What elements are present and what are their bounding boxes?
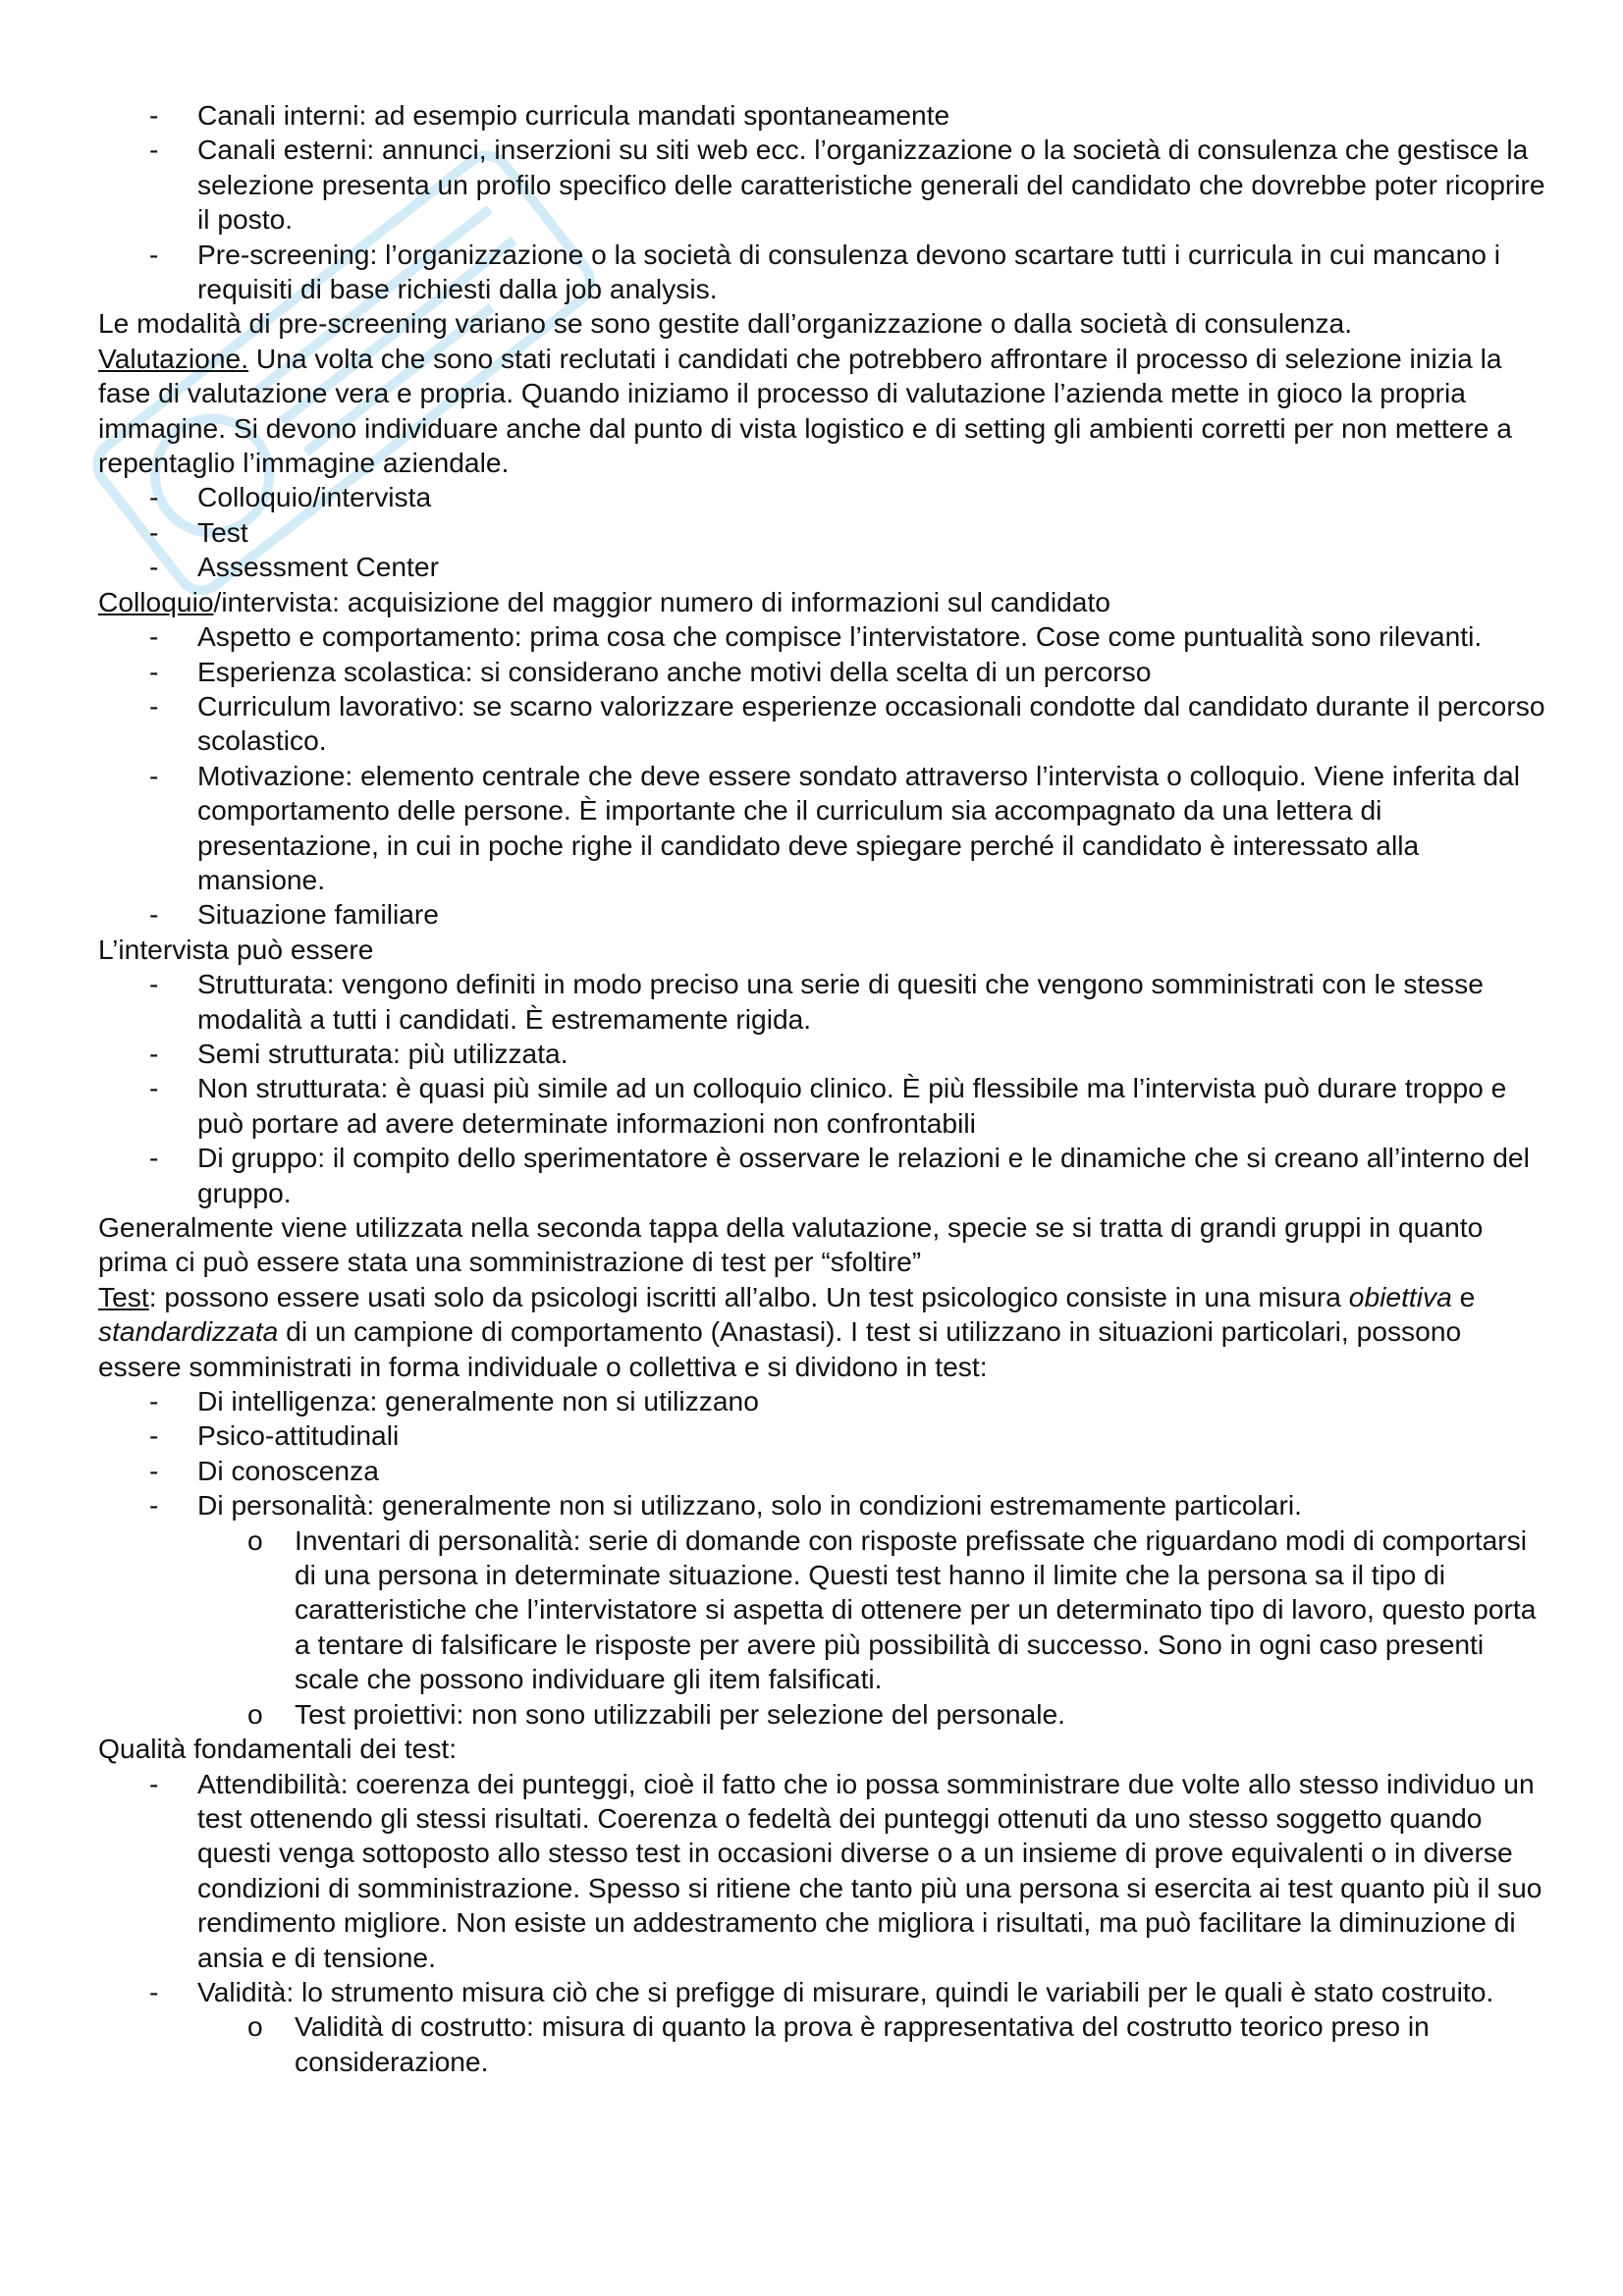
- dash-bullet-icon: -: [149, 1037, 159, 1069]
- list-item-text: Non strutturata: è quasi più simile ad un colloquio clinico. È più flessibile ma l’intervista può durare troppo e può portare ad avere determinate informazioni non confrontabili: [197, 1072, 1507, 1139]
- document-page: [98, 98, 1551, 2079]
- circle-bullet-icon: o: [247, 1697, 263, 1730]
- recruiting-channels-list: [98, 98, 1551, 306]
- list-item-text: Canali esterni: annunci, inserzioni su siti web ecc. l’organizzazione o la società di consulenza che gestisce la selezione presenta un profilo specifico delle caratteristiche generali del candidato che dovrebbe poter ricoprire il posto.: [197, 133, 1545, 236]
- dash-bullet-icon: -: [149, 481, 159, 513]
- list-item: [98, 1975, 1551, 2009]
- circle-bullet-icon: o: [247, 1523, 263, 1556]
- list-item: [98, 1488, 1551, 1522]
- list-item-text: Test proiettivi: non sono utilizzabili per selezione del personale.: [295, 1697, 1065, 1730]
- list-item: [98, 98, 1551, 133]
- test-text-2: e: [1451, 1280, 1476, 1312]
- qualita-list: [98, 1767, 1551, 2010]
- dash-bullet-icon: -: [149, 759, 159, 791]
- dash-bullet-icon: -: [149, 99, 159, 131]
- dash-bullet-icon: -: [149, 515, 159, 548]
- list-item: [98, 238, 1551, 307]
- list-item: [98, 689, 1551, 759]
- prescreening-note: Le modalità di pre-screening variano se sono gestite dall’organizzazione o dalla società di consulenza.: [98, 307, 1353, 340]
- list-item: [98, 1037, 1551, 1071]
- list-item-text: Canali interni: ad esempio curricula mandati spontaneamente: [197, 99, 950, 131]
- list-item: [98, 759, 1551, 898]
- colloquio-heading: Colloquio: [98, 585, 214, 617]
- list-item: [98, 1697, 1551, 1732]
- dash-bullet-icon: -: [149, 238, 159, 270]
- test-text-1: : possono essere usati solo da psicologi iscritti all’albo. Un test psicologico consiste in una misura: [148, 1280, 1349, 1312]
- list-item: [98, 655, 1551, 689]
- valutazione-heading: Valutazione.: [98, 342, 249, 374]
- dash-bullet-icon: -: [149, 1419, 159, 1452]
- list-item-text: Strutturata: vengono definiti in modo preciso una serie di quesiti che vengono somministrati con le stesse modalità a tutti i candidati. È estremamente rigida.: [197, 968, 1484, 1035]
- list-item-text: Esperienza scolastica: si considerano anche motivi della scelta di un percorso: [197, 655, 1152, 687]
- list-item: [98, 480, 1551, 514]
- colloquio-items-list: [98, 619, 1551, 933]
- test-em-standardizzata: standardizzata: [98, 1315, 279, 1348]
- dash-bullet-icon: -: [149, 1385, 159, 1417]
- test-paragraph: [98, 1280, 1551, 1384]
- valutazione-text: Una volta che sono stati reclutati i candidati che potrebbero affrontare il processo di selezione inizia la fase di valutazione vera e propria. Quando iniziamo il processo di valutazione l’azienda mette in gioco la propria immagine. Si devono individuare anche dal punto di vista logistico e di setting gli ambienti corretti per non mettere a repentaglio l’immagine aziendale.: [98, 342, 1512, 479]
- dash-bullet-icon: -: [149, 1072, 159, 1104]
- dash-bullet-icon: -: [149, 620, 159, 653]
- list-item-text: Attendibilità: coerenza dei punteggi, cioè il fatto che io possa somministrare due volte allo stesso individuo un test ottenendo gli stessi risultati. Coerenza o fedeltà dei punteggi ottenuti da uno stesso soggetto quando questi venga sottoposto allo stesso test in occasioni diverse o a un insieme di prove equivalenti o in diverse condizioni di somministrazione. Spesso si ritiene che tanto più una persona si esercita ai test quanto più il suo rendimento migliore. Non esiste un addestramento che migliora i risultati, ma può facilitare la diminuzione di ansia e di tensione.: [197, 1767, 1542, 1973]
- list-item-text: Colloquio/intervista: [197, 481, 432, 513]
- dash-bullet-icon: -: [149, 968, 159, 1000]
- list-item-text: Pre-screening: l’organizzazione o la società di consulenza devono scartare tutti i curricula in cui mancano i requisiti di base richiesti dalla job analysis.: [197, 238, 1501, 305]
- list-item: [98, 1141, 1551, 1210]
- list-item: [98, 1523, 1551, 1697]
- colloquio-paragraph: [98, 585, 1551, 619]
- dash-bullet-icon: -: [149, 1975, 159, 2007]
- list-item-text: Di personalità: generalmente non si utilizzano, solo in condizioni estremamente particolari.: [197, 1489, 1302, 1522]
- list-item-text: Di gruppo: il compito dello sperimentatore è osservare le relazioni e le dinamiche che si creano all’interno del gruppo.: [197, 1142, 1530, 1208]
- list-item: [98, 619, 1551, 654]
- valutazione-paragraph: [98, 342, 1551, 481]
- list-item-text: Inventari di personalità: serie di domande con risposte prefissate che riguardano modi di comportarsi di una persona in determinate situazione. Questi test hanno il limite che la persona sa il tipo di caratteristiche che l’intervistatore si aspetta di ottenere per un determinato tipo di lavoro, questo porta a tentare di falsificare le risposte per avere più possibilità di successo. Sono in ogni caso presenti scale che possono individuare gli item falsificati.: [295, 1523, 1537, 1695]
- dash-bullet-icon: -: [149, 1489, 159, 1522]
- dash-bullet-icon: -: [149, 1767, 159, 1799]
- list-item: [98, 967, 1551, 1037]
- list-item: [98, 515, 1551, 550]
- list-item-text: Situazione familiare: [197, 898, 439, 931]
- list-item: [98, 1454, 1551, 1488]
- dash-bullet-icon: -: [149, 1142, 159, 1174]
- list-item-text: Validità di costrutto: misura di quanto la prova è rappresentativa del costrutto teorico preso in considerazione.: [295, 2010, 1430, 2077]
- colloquio-text: /intervista: acquisizione del maggior numero di informazioni sul candidato: [213, 585, 1110, 617]
- list-item-text: Test: [197, 515, 248, 548]
- circle-bullet-icon: o: [247, 2010, 263, 2043]
- list-item: [98, 133, 1551, 237]
- list-item: [98, 1418, 1551, 1453]
- dash-bullet-icon: -: [149, 655, 159, 687]
- dash-bullet-icon: -: [149, 689, 159, 721]
- dash-bullet-icon: -: [149, 1454, 159, 1486]
- validita-sub-list: [98, 2009, 1551, 2079]
- list-item-text: Di intelligenza: generalmente non si utilizzano: [197, 1385, 759, 1417]
- list-item: [98, 550, 1551, 584]
- list-item: [98, 1071, 1551, 1141]
- personality-sub-list: [98, 1523, 1551, 1732]
- list-item: [98, 1767, 1551, 1975]
- qualita-heading: Qualità fondamentali dei test:: [98, 1733, 458, 1765]
- intervista-types-list: [98, 967, 1551, 1210]
- test-em-obiettiva: obiettiva: [1348, 1280, 1452, 1312]
- dash-bullet-icon: -: [149, 133, 159, 166]
- generalmente-paragraph: Generalmente viene utilizzata nella seconda tappa della valutazione, specie se si tratta di grandi gruppi in quanto prima ci può essere stata una somministrazione di test per “sfoltire”: [98, 1211, 1484, 1278]
- dash-bullet-icon: -: [149, 551, 159, 583]
- list-item-text: Semi strutturata: più utilizzata.: [197, 1037, 568, 1069]
- methods-list: [98, 480, 1551, 584]
- test-text-3: di un campione di comportamento (Anastasi). I test si utilizzano in situazioni particolari, possono essere somministrati in forma individuale o collettiva e si dividono in test:: [98, 1315, 1462, 1382]
- intervista-intro: L’intervista può essere: [98, 933, 374, 965]
- list-item-text: Di conoscenza: [197, 1454, 379, 1486]
- list-item: [98, 897, 1551, 932]
- list-item-text: Aspetto e comportamento: prima cosa che compisce l’intervistatore. Cose come puntualità sono rilevanti.: [197, 620, 1483, 653]
- list-item-text: Motivazione: elemento centrale che deve essere sondato attraverso l’intervista o colloquio. Viene inferita dal comportamento delle persone. È importante che il curriculum sia accompagnato da una lettera di presentazione, in cui in poche righe il candidato deve spiegare perché il candidato è interessato alla mansione.: [197, 759, 1520, 895]
- list-item-text: Validità: lo strumento misura ciò che si prefigge di misurare, quindi le variabili per le quali è stato costruito.: [197, 1975, 1494, 2007]
- dash-bullet-icon: -: [149, 898, 159, 931]
- test-heading: Test: [98, 1280, 149, 1312]
- list-item-text: Psico-attitudinali: [197, 1419, 400, 1452]
- list-item: [98, 2009, 1551, 2079]
- list-item-text: Curriculum lavorativo: se scarno valorizzare esperienze occasionali condotte dal candidato durante il percorso scolastico.: [197, 689, 1545, 757]
- list-item: [98, 1384, 1551, 1418]
- test-types-list: [98, 1384, 1551, 1523]
- list-item-text: Assessment Center: [197, 551, 439, 583]
